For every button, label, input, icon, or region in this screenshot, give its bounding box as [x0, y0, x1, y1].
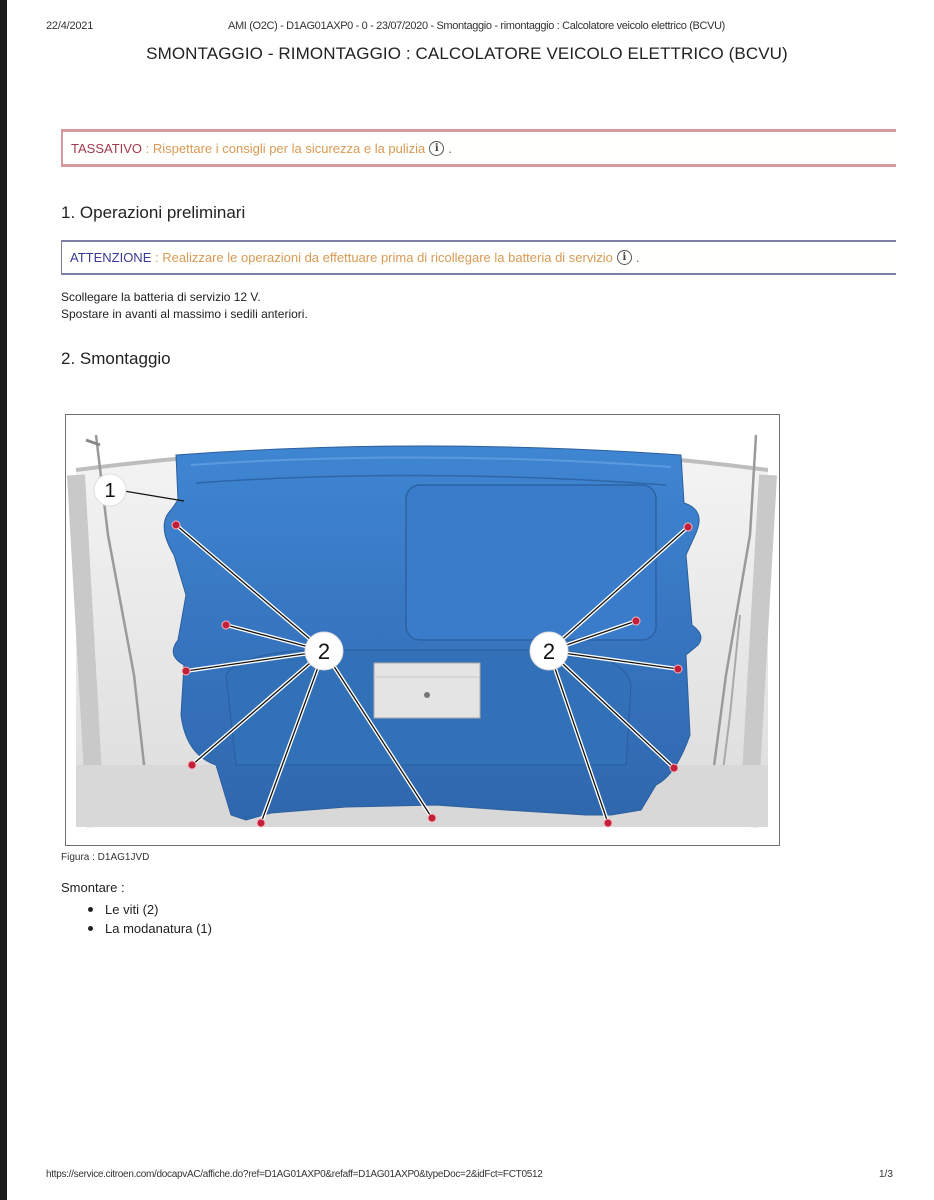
callout-2-left: 2 [317, 639, 331, 664]
tassativo-end: . [448, 140, 452, 156]
left-edge-strip [0, 0, 7, 1200]
info-icon[interactable]: i [429, 141, 444, 156]
trim-panel-drawing [66, 415, 778, 844]
info-icon[interactable]: i [617, 250, 632, 265]
preliminary-instructions [61, 289, 308, 323]
attenzione-message: Realizzare le operazioni da effettuare prima di ricollegare la batteria di servizio [162, 250, 613, 265]
screw [222, 621, 230, 629]
screw [182, 667, 190, 675]
attenzione-label: ATTENZIONE [70, 250, 152, 265]
instruction-line: Scollegare la batteria di servizio 12 V. [61, 290, 261, 304]
page-title: SMONTAGGIO - RIMONTAGGIO : CALCOLATORE VEICOLO ELETTRICO (BCVU) [146, 44, 788, 63]
removal-instruction: Smontare : [61, 880, 125, 895]
footer-url: https://service.citroen.com/docapvAC/affiche.do?ref=D1AG01AXP0&refaff=D1AG01AXP0&typeDoc=2&idFct=FCT0512 [46, 1169, 543, 1180]
screw [604, 819, 612, 827]
instruction-line: Spostare in avanti al massimo i sedili anteriori. [61, 307, 308, 321]
tassativo-notice [61, 129, 896, 167]
label-plate [374, 663, 480, 718]
callout-2-right: 2 [542, 639, 556, 664]
removal-steps [86, 900, 212, 938]
tassativo-message: Rispettare i consigli per la sicurezza e la pulizia [152, 140, 426, 156]
callout-1: 1 [104, 480, 116, 502]
screw [428, 814, 436, 822]
attenzione-notice [61, 240, 896, 275]
screw [674, 665, 682, 673]
screw [684, 523, 692, 531]
document-reference: AMI (O2C) - D1AG01AXP0 - 0 - 23/07/2020 - Smontaggio - rimontaggio : Calcolatore veicolo elettrico (BCVU) [228, 20, 725, 32]
screw [670, 764, 678, 772]
list-item: Le viti (2) [86, 900, 212, 919]
screw [632, 617, 640, 625]
list-item: La modanatura (1) [86, 919, 212, 938]
screw [172, 521, 180, 529]
panel-recess [406, 485, 656, 640]
print-date: 22/4/2021 [46, 20, 94, 32]
section-heading-preliminary: 1. Operazioni preliminari [61, 203, 246, 222]
figure-caption: Figura : D1AG1JVD [61, 852, 150, 863]
screw [257, 819, 265, 827]
figure-illustration [65, 414, 780, 846]
attenzione-end: . [635, 250, 640, 265]
tassativo-separator: : [142, 140, 153, 156]
page-number: 1/3 [879, 1169, 893, 1180]
section-heading-removal: 2. Smontaggio [61, 349, 171, 368]
attenzione-separator: : [151, 250, 163, 265]
tassativo-label: TASSATIVO [71, 140, 143, 156]
screw [188, 761, 196, 769]
